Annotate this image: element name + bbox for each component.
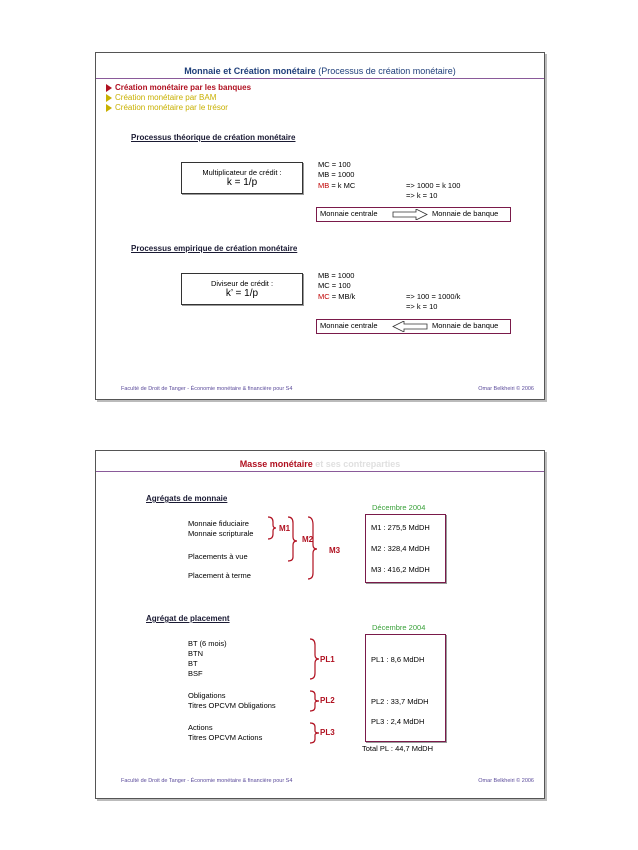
slide2-title-sub: et ses contreparties: [315, 459, 401, 469]
empir-mb: MB = 1000: [318, 271, 355, 280]
pl1-item: BT: [188, 659, 198, 668]
slide2-title: [96, 459, 544, 469]
heading-processus-empirique: Processus empirique de création monétaire: [131, 244, 298, 253]
arrow-right-icon: [392, 209, 428, 220]
pl3-item: Titres OPCVM Actions: [188, 733, 263, 742]
agg-values-box: [365, 514, 446, 583]
heading-agregats-monnaie: Agrégats de monnaie: [146, 494, 228, 503]
pl-total: Total PL : 44,7 MdDH: [362, 744, 434, 753]
m-braces-icon: [264, 513, 324, 583]
bullet-banques: Création monétaire par les banques: [106, 83, 251, 92]
title-divider: [96, 78, 544, 79]
label-pl2: PL2: [320, 696, 335, 705]
heading-agregat-placement: Agrégat de placement: [146, 614, 230, 623]
label-m2: M2: [302, 535, 314, 544]
theory-calc1: => 1000 = k 100: [406, 181, 461, 190]
pl-values-box: [365, 634, 446, 742]
value-m1: M1 : 275,5 MdDH: [371, 523, 430, 532]
flow-left-label: Monnaie centrale: [320, 321, 378, 330]
flow-left-label: Monnaie centrale: [320, 209, 378, 218]
diviseur-formula: k’ = 1/p: [225, 288, 259, 299]
slide2-footer-right: Omar Belkheiri © 2006: [478, 778, 534, 784]
arrow-bullet-icon: [106, 104, 112, 112]
arrow-bullet-icon: [106, 84, 112, 92]
slide1-footer-right: Omar Belkheiri © 2006: [478, 386, 534, 392]
slide1-title: [96, 66, 544, 76]
empir-mc-formula: MC = MB/k: [318, 292, 356, 301]
arrow-bullet-icon: [106, 94, 112, 102]
bullet-tresor: Création monétaire par le trésor: [106, 103, 228, 112]
flow-right-label: Monnaie de banque: [432, 321, 499, 330]
agg-item-placements-vue: Placements à vue: [188, 552, 248, 561]
pl2-item: Titres OPCVM Obligations: [188, 701, 276, 710]
agg-item-fiduciaire: Monnaie fiduciaire: [188, 519, 249, 528]
value-m3: M3 : 416,2 MdDH: [371, 565, 430, 574]
slide2-footer-left: Faculté de Droit de Tanger - Économie monétaire & financière pour S4: [121, 778, 293, 784]
theory-mb-formula: MB = k MC: [318, 181, 356, 190]
label-m3: M3: [329, 546, 341, 555]
multiplicateur-label: Multiplicateur de crédit :: [202, 168, 282, 177]
heading-processus-theorique: Processus théorique de création monétaire: [131, 133, 296, 142]
flow-bank-to-central: [316, 319, 511, 334]
slide1-title-sub: (Processus de création monétaire): [318, 66, 456, 76]
theory-calc2: => k = 10: [406, 191, 438, 200]
slide2-title-main: Masse monétaire: [239, 459, 313, 469]
label-m1: M1: [279, 524, 291, 533]
value-pl1: PL1 : 8,6 MdDH: [371, 655, 425, 664]
slide-masse-monetaire: [95, 450, 545, 799]
diviseur-label: Diviseur de crédit :: [210, 279, 274, 288]
bullet-bam: Création monétaire par BAM: [106, 93, 216, 102]
pl2-item: Obligations: [188, 691, 226, 700]
pl3-item: Actions: [188, 723, 213, 732]
value-pl3: PL3 : 2,4 MdDH: [371, 717, 425, 726]
diviseur-box: [181, 273, 303, 305]
value-pl2: PL2 : 33,7 MdDH: [371, 697, 429, 706]
pl1-item: BSF: [188, 669, 203, 678]
arrow-left-icon: [392, 321, 428, 332]
empir-calc2: => k = 10: [406, 302, 438, 311]
title-divider: [96, 471, 544, 472]
label-pl1: PL1: [320, 655, 335, 664]
theory-mb: MB = 1000: [318, 170, 355, 179]
multiplicateur-formula: k = 1/p: [226, 177, 258, 188]
slide1-footer-left: Faculté de Droit de Tanger - Économie monétaire & financière pour S4: [121, 386, 293, 392]
pl1-item: BTN: [188, 649, 203, 658]
label-pl3: PL3: [320, 728, 335, 737]
slide1-title-main: Monnaie et Création monétaire: [184, 66, 316, 76]
value-m2: M2 : 328,4 MdDH: [371, 544, 430, 553]
agg-item-scripturale: Monnaie scripturale: [188, 529, 254, 538]
theory-mc: MC = 100: [318, 160, 351, 169]
empir-calc1: => 100 = 1000/k: [406, 292, 461, 301]
empir-mc: MC = 100: [318, 281, 351, 290]
slide-creation-monetaire: [95, 52, 545, 400]
multiplicateur-box: [181, 162, 303, 194]
pl-date: Décembre 2004: [372, 623, 426, 632]
agg-item-placement-terme: Placement à terme: [188, 571, 251, 580]
pl1-item: BT (6 mois): [188, 639, 227, 648]
agg-date: Décembre 2004: [372, 503, 426, 512]
flow-central-to-bank: [316, 207, 511, 222]
flow-right-label: Monnaie de banque: [432, 209, 499, 218]
